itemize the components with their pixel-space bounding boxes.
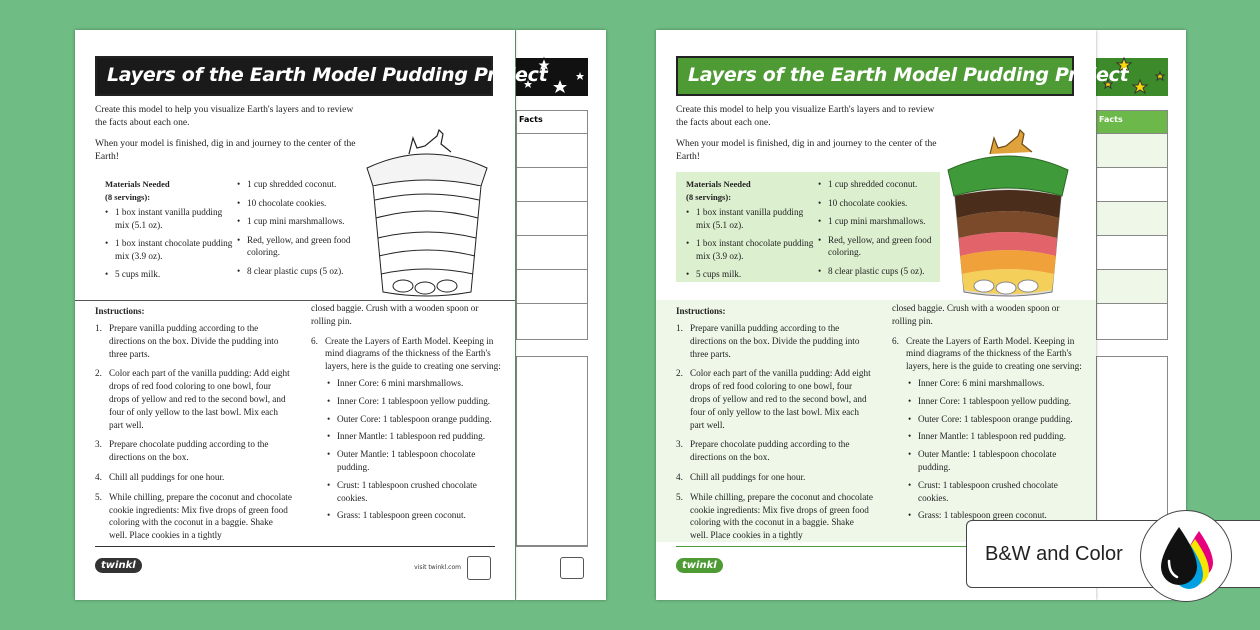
serving-item: • Crust: 1 tablespoon crushed chocolate cookies.: [325, 479, 503, 505]
serving-item: • Inner Mantle: 1 tablespoon red pudding.: [325, 430, 503, 443]
ink-drops-badge: [1140, 510, 1232, 602]
material-item: • 5 cups milk.: [686, 268, 816, 281]
intro-paragraph: Create this model to help you visualize Earth's layers and to review the facts about each one.: [95, 104, 354, 128]
serving-item: • Inner Core: 1 tablespoon yellow pudding.: [325, 395, 503, 408]
instruction-step: 1. Prepare vanilla pudding according to the directions on the box. Divide the pudding into three parts.: [676, 323, 860, 359]
instructions-right-column: [892, 302, 1084, 529]
color-worksheet-page: [656, 30, 1129, 600]
instruction-step: 3. Prepare chocolate pudding according to the directions on the box.: [676, 439, 850, 463]
instruction-step: 2. Color each part of the vanilla pudding: Add eight drops of red food coloring to one bowl, four drops of yellow and red to the second bowl, and four of only yellow to the last bowl. Mix each part well.: [95, 368, 290, 430]
material-item: • 1 box instant vanilla pudding mix (5.1 oz).: [105, 206, 235, 231]
worksheet-title: Layers of the Earth Model Pudding Project: [107, 64, 548, 86]
serving-guide-list: [325, 377, 503, 522]
bw-facts-table: [516, 110, 588, 340]
serving-guide-list: [906, 377, 1084, 522]
instructions-right-column: [311, 302, 503, 529]
instruction-step: 5. While chilling, prepare the coconut and chocolate cookie ingredients: Mix five drops of green food coloring with the coconut in a baggie. Shake well. Place cookies in a tightly: [95, 491, 292, 541]
intro-text: [676, 104, 938, 172]
material-item: • 1 cup shredded coconut.: [818, 178, 940, 191]
instructions-left-column: [95, 322, 293, 549]
material-item: • 10 chocolate cookies.: [237, 197, 359, 210]
material-item: • Red, yellow, and green food coloring.: [818, 234, 940, 259]
bw-title-banner: [95, 56, 548, 96]
cat-icon: [409, 130, 451, 154]
instructions-section: [656, 300, 1096, 542]
instruction-step: 6. Create the Layers of Earth Model. Keeping in mind diagrams of the thickness of the Earth's layers, here is the guide to creating one serving: • Inner Core: 6 mini marshmallows. • Inner Core: 1 tablespoon yellow pudding. • Outer Core: 1 tablespoon orange pudding. • Inner Mantle: 1 tablespoon red pudding. • Outer Mantle: 1 tablespoon chocolate pudding. • Crust: 1 tablespoon crushed chocolate cookies. • Grass: 1 tablespoon green coconut.: [892, 335, 1084, 523]
serving-item: • Outer Mantle: 1 tablespoon chocolate pudding.: [325, 448, 503, 474]
bw-back-footer: [516, 546, 588, 547]
serving-item: • Inner Core: 6 mini marshmallows.: [906, 377, 1084, 390]
color-facts-table: [1096, 110, 1168, 340]
bw-worksheet-page: [75, 30, 548, 600]
ink-drops-icon: [1141, 511, 1231, 601]
materials-left-column: [686, 178, 816, 287]
twinkl-logo: twinkl: [676, 558, 723, 573]
serving-item: • Inner Core: 1 tablespoon yellow pudding.: [906, 395, 1084, 408]
materials-right-column: [818, 178, 940, 283]
serving-item: • Inner Core: 6 mini marshmallows.: [325, 377, 503, 390]
instructions-heading: Instructions:: [676, 306, 726, 316]
instructions-heading: Instructions:: [95, 306, 145, 316]
step5-continued: closed baggie. Crush with a wooden spoon or rolling pin.: [892, 303, 1060, 326]
color-facts-header: [1097, 111, 1167, 133]
materials-box: [676, 172, 940, 282]
serving-item: • Outer Core: 1 tablespoon orange pudding.: [906, 413, 1084, 426]
color-title-banner: [676, 56, 1129, 96]
material-item: • 10 chocolate cookies.: [818, 197, 940, 210]
instruction-step: 2. Color each part of the vanilla pudding: Add eight drops of red food coloring to one bowl, four drops of yellow and red to the second bowl, and four of only yellow to the last bowl. Mix each part well.: [676, 368, 871, 430]
material-item: • 1 box instant chocolate pudding mix (3.9 oz).: [105, 237, 235, 262]
instruction-step: 3. Prepare chocolate pudding according to the directions on the box.: [95, 439, 269, 463]
serving-item: • Grass: 1 tablespoon green coconut.: [325, 509, 503, 522]
intro-paragraph: Create this model to help you visualize Earth's layers and to review the facts about each one.: [676, 104, 935, 128]
material-item: • 1 cup mini marshmallows.: [818, 215, 940, 228]
bw-notes-box: [516, 356, 588, 546]
material-item: • Red, yellow, and green food coloring.: [237, 234, 359, 259]
material-item: • 1 box instant chocolate pudding mix (3.9 oz).: [686, 237, 816, 262]
material-item: • 1 cup shredded coconut.: [237, 178, 359, 191]
serving-item: • Grass: 1 tablespoon green coconut.: [906, 509, 1084, 522]
instruction-step: 5. While chilling, prepare the coconut and chocolate cookie ingredients: Mix five drops of green food coloring with the coconut in a baggie. Shake well. Place cookies in a tightly: [676, 491, 873, 541]
step5-continued: closed baggie. Crush with a wooden spoon or rolling pin.: [311, 303, 479, 326]
bw-back-page: [516, 30, 606, 600]
pudding-cup-illustration: [363, 100, 491, 300]
instruction-step: 1. Prepare vanilla pudding according to the directions on the box. Divide the pudding into three parts.: [95, 323, 279, 359]
instruction-step: 4. Chill all puddings for one hour.: [676, 471, 806, 482]
pudding-cup-illustration: [944, 100, 1072, 300]
serving-item: • Inner Mantle: 1 tablespoon red pudding.: [906, 430, 1084, 443]
materials-box: [95, 172, 359, 282]
cat-icon: [990, 130, 1032, 154]
bw-facts-header: [517, 111, 587, 133]
facts-heading: Facts: [519, 115, 543, 124]
instructions-section: [75, 300, 515, 542]
material-item: • 1 cup mini marshmallows.: [237, 215, 359, 228]
serving-item: • Outer Mantle: 1 tablespoon chocolate pudding.: [906, 448, 1084, 474]
intro-paragraph: When your model is finished, dig in and journey to the center of the Earth!: [95, 138, 356, 162]
badge-label: B&W and Color: [985, 543, 1123, 565]
materials-left-column: [105, 178, 235, 287]
material-item: • 1 box instant vanilla pudding mix (5.1 oz).: [686, 206, 816, 231]
badge-icon: [560, 557, 584, 579]
intro-paragraph: When your model is finished, dig in and journey to the center of the Earth!: [676, 138, 937, 162]
serving-item: • Outer Core: 1 tablespoon orange pudding.: [325, 413, 503, 426]
materials-heading: Materials Needed (8 servings):: [686, 179, 751, 202]
material-item: • 5 cups milk.: [105, 268, 235, 281]
badge-icon: [467, 556, 491, 580]
materials-right-column: [237, 178, 359, 283]
intro-text: [95, 104, 357, 172]
materials-heading: Materials Needed (8 servings):: [105, 179, 170, 202]
bw-footer: [95, 546, 495, 586]
material-item: • 8 clear plastic cups (5 oz).: [237, 265, 359, 278]
material-item: • 8 clear plastic cups (5 oz).: [818, 265, 940, 278]
twinkl-logo: twinkl: [95, 558, 142, 573]
instruction-step: 6. Create the Layers of Earth Model. Keeping in mind diagrams of the thickness of the Earth's layers, here is the guide to creating one serving: • Inner Core: 6 mini marshmallows. • Inner Core: 1 tablespoon yellow pudding. • Outer Core: 1 tablespoon orange pudding. • Inner Mantle: 1 tablespoon red pudding. • Outer Mantle: 1 tablespoon chocolate pudding. • Crust: 1 tablespoon crushed chocolate cookies. • Grass: 1 tablespoon green coconut.: [311, 335, 503, 523]
facts-heading: Facts: [1099, 115, 1123, 124]
worksheet-title: Layers of the Earth Model Pudding Project: [688, 64, 1129, 86]
footer-url: visit twinkl.com: [414, 564, 461, 571]
instruction-step: 4. Chill all puddings for one hour.: [95, 471, 225, 482]
serving-item: • Crust: 1 tablespoon crushed chocolate cookies.: [906, 479, 1084, 505]
instructions-left-column: [676, 322, 874, 549]
